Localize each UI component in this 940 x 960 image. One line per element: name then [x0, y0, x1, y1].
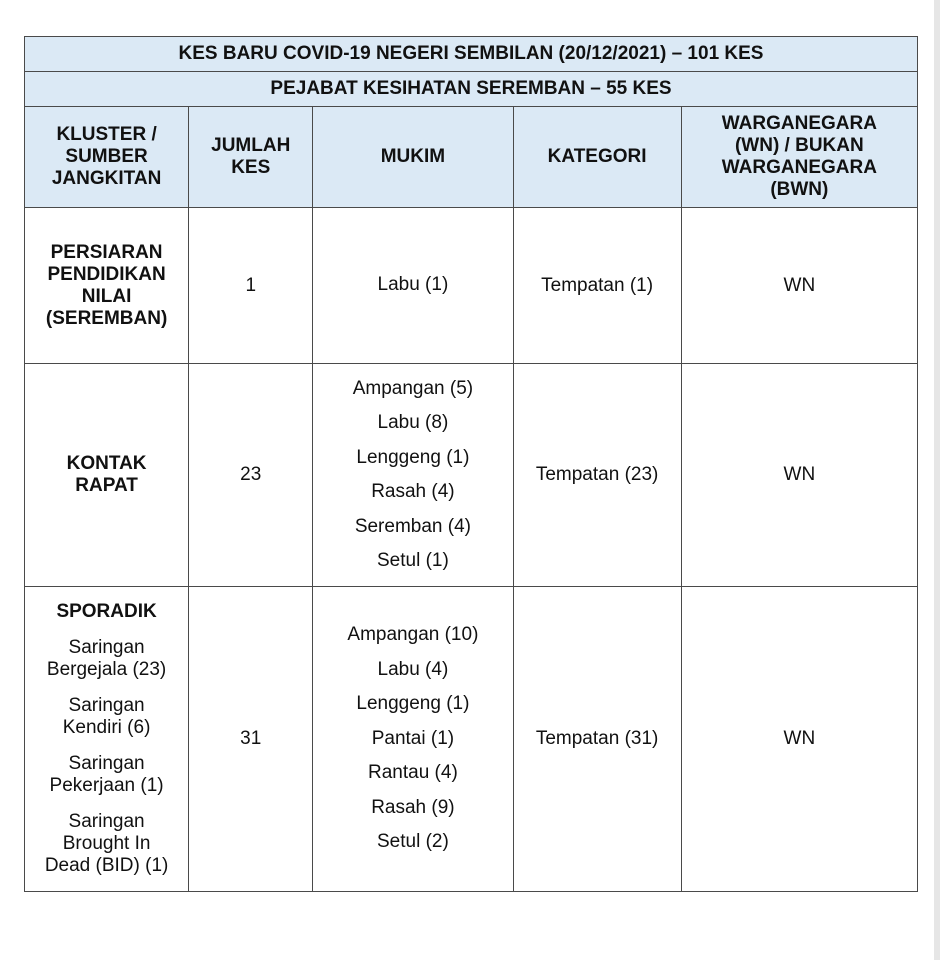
count-cell: 1 [189, 208, 313, 364]
mukim-item: Setul (1) [377, 550, 449, 571]
header-cluster: KLUSTER / SUMBER JANGKITAN [25, 107, 189, 208]
mukim-item: Labu (4) [377, 658, 449, 680]
wn-cell: WN [681, 364, 917, 587]
table-subtitle: PEJABAT KESIHATAN SEREMBAN – 55 KES [25, 72, 918, 107]
mukim-item: Rasah (9) [371, 796, 455, 818]
mukim-item: Ampangan (5) [352, 377, 474, 399]
header-count: JUMLAH KES [189, 107, 313, 208]
mukim-item: Seremban (4) [354, 515, 471, 537]
table-title: KES BARU COVID-19 NEGERI SEMBILAN (20/12/2021) – 101 KES [25, 37, 918, 72]
table-row [25, 208, 918, 364]
cluster-subitem: Saringan Brought In Dead (BID) (1) [44, 811, 169, 876]
count-cell: 23 [189, 364, 313, 587]
cluster-cell [25, 587, 189, 892]
wn-cell: WN [681, 208, 917, 364]
cluster-cell: KONTAK RAPAT [25, 364, 189, 587]
mukim-item: Setul (2) [377, 831, 449, 853]
mukim-item: Lenggeng (1) [356, 693, 470, 715]
mukim-item: Labu (8) [377, 412, 449, 433]
header-wn: WARGANEGARA (WN) / BUKAN WARGANEGARA (BWN) [681, 107, 917, 208]
kategori-cell: Tempatan (23) [513, 364, 681, 587]
mukim-item: Rantau (4) [368, 762, 458, 784]
cluster-title: SPORADIK [56, 601, 157, 622]
header-row [25, 107, 918, 208]
mukim-item: Lenggeng (1) [356, 446, 470, 468]
header-kategori: KATEGORI [513, 107, 681, 208]
cluster-subitem: Saringan Bergejala (23) [46, 637, 167, 680]
table-row [25, 364, 918, 587]
cluster-cell: PERSIARAN PENDIDIKAN NILAI (SEREMBAN) [25, 208, 189, 364]
kategori-cell: Tempatan (1) [513, 208, 681, 364]
covid-case-table [24, 36, 918, 892]
mukim-cell [313, 364, 513, 587]
header-mukim: MUKIM [313, 107, 513, 208]
scrollbar-track[interactable] [934, 0, 940, 960]
table-row [25, 587, 918, 892]
cluster-subitem: Saringan Kendiri (6) [62, 695, 151, 738]
mukim-cell [313, 208, 513, 364]
mukim-item: Pantai (1) [371, 727, 455, 749]
mukim-cell [313, 587, 513, 892]
count-cell: 31 [189, 587, 313, 892]
mukim-item: Ampangan (10) [347, 624, 479, 646]
mukim-item: Rasah (4) [371, 481, 455, 502]
kategori-cell: Tempatan (31) [513, 587, 681, 892]
mukim-item: Labu (1) [377, 274, 449, 296]
wn-cell: WN [681, 587, 917, 892]
cluster-subitem: Saringan Pekerjaan (1) [49, 753, 164, 796]
